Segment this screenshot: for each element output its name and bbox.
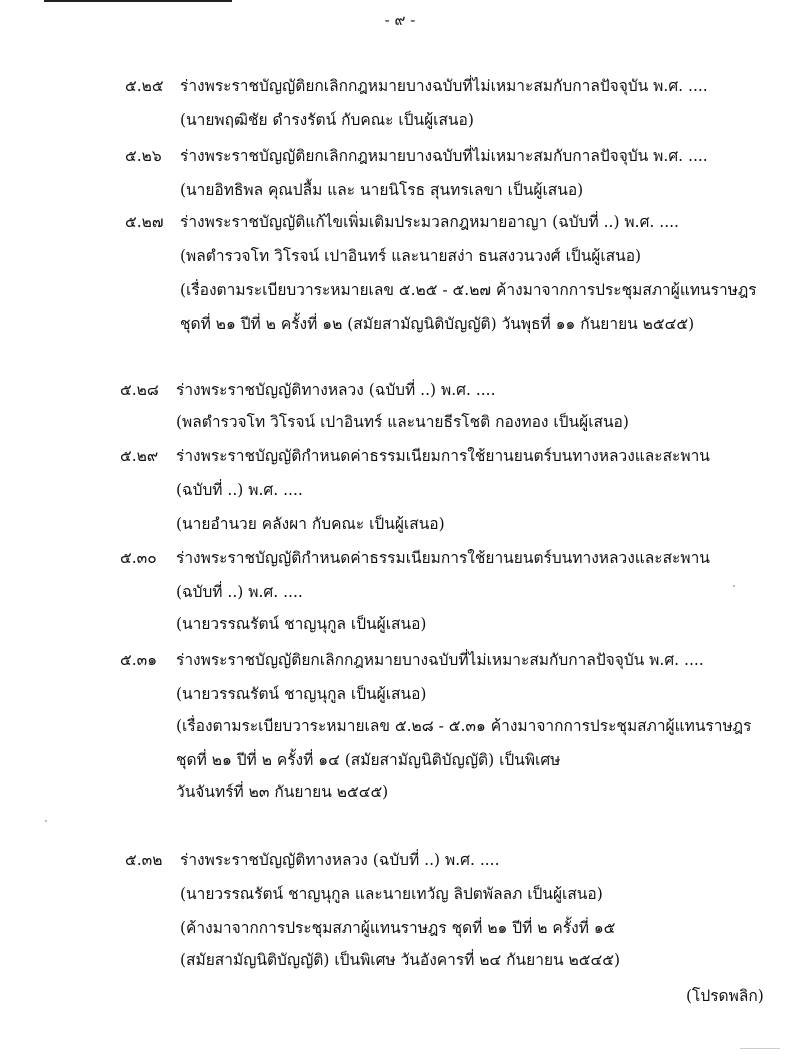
item-sponsor: (พลตำรวจโท วิโรจน์ เปาอินทร์ และนายธีรโชติ กองทอง เป็นผู้เสนอ)	[176, 413, 629, 431]
item-title: ร่างพระราชบัญญัติกำหนดค่าธรรมเนียมการใช้ยานยนตร์บนทางหลวงและสะพาน	[176, 549, 710, 567]
item-sponsor: (พลตำรวจโท วิโรจน์ เปาอินทร์ และนายสง่า ธนสงวนวงศ์ เป็นผู้เสนอ)	[180, 247, 642, 265]
item-note: (ค้างมาจากการประชุมสภาผู้แทนราษฎร ชุดที่ ๒๑ ปีที่ ๒ ครั้งที่ ๑๕	[180, 919, 616, 937]
item-number: ๕.๓๒	[125, 851, 163, 869]
scan-speck	[733, 585, 735, 587]
page-number: - ๙ -	[384, 11, 416, 29]
item-sponsor: (นายวรรณรัตน์ ชาญนุกูล เป็นผู้เสนอ)	[176, 615, 427, 633]
item-note: (เรื่องตามระเบียบวาระหมายเลข ๕.๒๘ - ๕.๓๑ ค้างมาจากการประชุมสภาผู้แทนราษฎร	[176, 717, 752, 735]
item-note: วันจันทร์ที่ ๒๓ กันยายน ๒๕๔๕)	[176, 783, 389, 801]
item-sponsor: (นายวรรณรัตน์ ชาญนุกูล เป็นผู้เสนอ)	[176, 685, 427, 703]
item-title: ร่างพระราชบัญญัติยกเลิกกฎหมายบางฉบับที่ไม่เหมาะสมกับกาลปัจจุบัน พ.ศ. ....	[180, 77, 708, 95]
top-rule	[44, 0, 232, 2]
scan-speck	[740, 1048, 780, 1049]
item-title: ร่างพระราชบัญญัติยกเลิกกฎหมายบางฉบับที่ไม่เหมาะสมกับกาลปัจจุบัน พ.ศ. ....	[176, 651, 704, 669]
item-number: ๕.๒๘	[120, 381, 159, 399]
item-number: ๕.๒๕	[125, 77, 164, 95]
item-sponsor: (นายอิทธิพล คุณปลื้ม และ นายนิโรธ สุนทรเลขา เป็นผู้เสนอ)	[180, 181, 584, 199]
item-title: ร่างพระราชบัญญัติทางหลวง (ฉบับที่ ..) พ.ศ. ....	[176, 381, 496, 399]
item-note: ชุดที่ ๒๑ ปีที่ ๒ ครั้งที่ ๑๒ (สมัยสามัญนิติบัญญัติ) วันพุธที่ ๑๑ กันยายน ๒๕๔๕)	[180, 315, 695, 333]
item-title: ร่างพระราชบัญญัติแก้ไขเพิ่มเติมประมวลกฎหมายอาญา (ฉบับที่ ..) พ.ศ. ....	[180, 213, 679, 231]
item-number: ๕.๓๐	[120, 549, 157, 567]
item-number: ๕.๓๑	[120, 651, 158, 669]
item-title-cont: (ฉบับที่ ..) พ.ศ. ....	[176, 583, 303, 601]
item-title-cont: (ฉบับที่ ..) พ.ศ. ....	[176, 481, 303, 499]
item-sponsor: (นายอำนวย คลังผา กับคณะ เป็นผู้เสนอ)	[176, 515, 445, 533]
item-title: ร่างพระราชบัญญัติกำหนดค่าธรรมเนียมการใช้ยานยนตร์บนทางหลวงและสะพาน	[176, 447, 710, 465]
item-sponsor: (นายวรรณรัตน์ ชาญนุกูล และนายเทวัญ ลิปตพัลลภ เป็นผู้เสนอ)	[180, 885, 603, 903]
scan-speck	[45, 820, 47, 822]
item-number: ๕.๒๗	[125, 213, 164, 231]
item-number: ๕.๒๙	[120, 447, 159, 465]
item-note: (เรื่องตามระเบียบวาระหมายเลข ๕.๒๕ - ๕.๒๗ ค้างมาจากการประชุมสภาผู้แทนราษฎร	[180, 281, 757, 299]
item-title: ร่างพระราชบัญญัติยกเลิกกฎหมายบางฉบับที่ไม่เหมาะสมกับกาลปัจจุบัน พ.ศ. ....	[180, 147, 708, 165]
footer-note: (โปรดพลิก)	[686, 987, 764, 1005]
item-sponsor: (นายพฤฒิชัย ดำรงรัตน์ กับคณะ เป็นผู้เสนอ)	[180, 111, 474, 129]
item-title: ร่างพระราชบัญญัติทางหลวง (ฉบับที่ ..) พ.ศ. ....	[180, 851, 500, 869]
item-note: (สมัยสามัญนิติบัญญัติ) เป็นพิเศษ วันอังคารที่ ๒๔ กันยายน ๒๕๔๕)	[180, 951, 621, 969]
item-number: ๕.๒๖	[125, 147, 162, 165]
item-note: ชุดที่ ๒๑ ปีที่ ๒ ครั้งที่ ๑๔ (สมัยสามัญนิติบัญญัติ) เป็นพิเศษ	[176, 751, 561, 769]
